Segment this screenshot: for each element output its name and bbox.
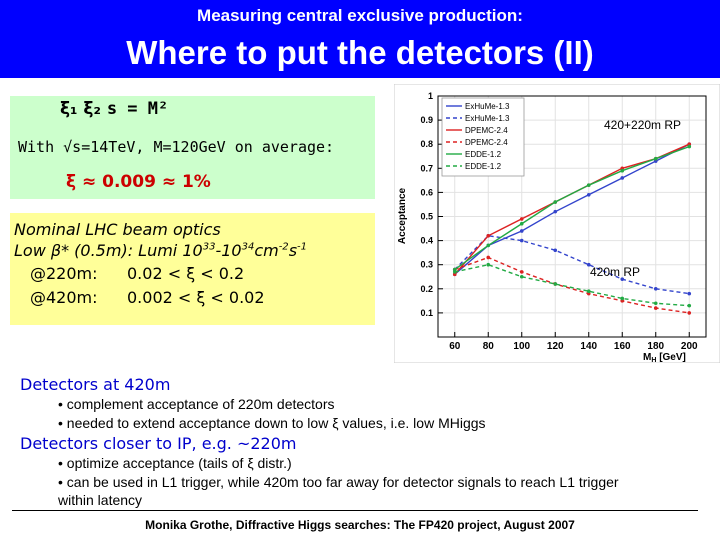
data-point-4-2 — [520, 222, 524, 226]
section-220m-heading: Detectors closer to IP, e.g. ~220m — [20, 434, 297, 453]
data-point-3-7 — [687, 311, 691, 315]
data-point-4-5 — [620, 169, 624, 173]
data-point-2-2 — [520, 217, 524, 221]
data-point-5-7 — [687, 304, 691, 308]
data-point-5-3 — [553, 282, 557, 286]
data-point-1-3 — [553, 248, 557, 252]
header-bar — [0, 0, 720, 78]
x-tick-label: 180 — [647, 341, 665, 352]
y-tick-label: 0.1 — [420, 307, 433, 318]
legend-label-4: EDDE-1.2 — [465, 150, 502, 159]
data-point-4-6 — [654, 157, 658, 161]
data-point-4-1 — [486, 244, 490, 248]
data-point-1-7 — [687, 292, 691, 296]
data-point-5-0 — [453, 270, 457, 274]
data-point-0-3 — [553, 210, 557, 214]
y-tick-label: 0.3 — [420, 259, 433, 270]
data-point-3-1 — [486, 256, 490, 260]
y-tick-label: 0.7 — [420, 163, 433, 174]
footer-rule — [12, 510, 698, 511]
x-tick-label: 160 — [613, 341, 631, 352]
data-point-3-6 — [654, 306, 658, 310]
x-tick-label: 140 — [580, 341, 598, 352]
optics-heading: Nominal LHC beam optics — [14, 220, 221, 239]
data-point-3-2 — [520, 270, 524, 274]
bullet-220m-3: within latency — [58, 492, 143, 508]
data-point-4-7 — [687, 145, 691, 149]
data-point-5-4 — [587, 289, 591, 293]
acceptance-chart — [394, 84, 720, 363]
row-220m-label: @220m: — [30, 264, 98, 283]
footer-credit: Monika Grothe, Diffractive Higgs searches: The FP420 project, August 2007 — [145, 518, 575, 532]
x-tick-label: 100 — [513, 341, 531, 352]
data-point-0-4 — [587, 193, 591, 197]
bullet-420m-1: • complement acceptance of 220m detectors — [58, 396, 335, 412]
luminosity-line: Low β* (0.5m): Lumi $10^{33}-10^{34}cm^{-2}s^{-1}$ — [14, 241, 308, 260]
legend-label-1: ExHuMe-1.3 — [465, 114, 510, 123]
formula-rest: s = M² — [106, 99, 169, 119]
section-420m-heading: Detectors at 420m — [20, 375, 171, 394]
row-420m-label: @420m: — [30, 288, 98, 307]
data-point-0-2 — [520, 229, 524, 233]
x-tick-label: 120 — [546, 341, 564, 352]
legend-label-5: EDDE-1.2 — [465, 162, 502, 171]
y-tick-label: 0.8 — [420, 139, 433, 150]
x-axis-label: $M_H$ [GeV] — [643, 352, 686, 363]
legend-label-2: DPEMC-2.4 — [465, 126, 508, 135]
slide-subtitle: Measuring central exclusive production: — [197, 6, 523, 25]
data-point-5-1 — [486, 263, 490, 267]
row-220m-value: 0.02 < ξ < 0.2 — [127, 264, 245, 283]
annotation-420m: 420m RP — [590, 265, 641, 279]
average-text: With √s=14TeV, M=120GeV on average: — [18, 138, 335, 156]
bullet-220m-1: • optimize acceptance (tails of ξ distr.) — [58, 455, 292, 471]
y-tick-label: 1 — [427, 91, 433, 101]
y-tick-label: 0.9 — [420, 115, 433, 126]
data-point-1-6 — [654, 287, 658, 291]
legend-label-3: DPEMC-2.4 — [465, 138, 508, 147]
row-420m-value: 0.002 < ξ < 0.02 — [127, 288, 265, 307]
chart-legend — [442, 98, 524, 176]
data-point-4-3 — [553, 200, 557, 204]
y-tick-label: 0.2 — [420, 283, 433, 294]
x-tick-label: 80 — [482, 341, 494, 352]
data-point-4-4 — [587, 183, 591, 187]
bullet-220m-2: • can be used in L1 trigger, while 420m too far away for detector signals to reach L1 trigger — [58, 474, 619, 490]
annotation-420-220m: 420+220m RP — [604, 118, 682, 132]
data-point-2-1 — [486, 234, 490, 238]
bullet-420m-2: • needed to extend acceptance down to low ξ values, i.e. low MHiggs — [58, 415, 486, 431]
x-tick-label: 200 — [680, 341, 698, 352]
slide-title: Where to put the detectors (II) — [126, 34, 594, 71]
data-point-1-2 — [520, 239, 524, 243]
xi-value: ξ ≈ 0.009 ≈ 1% — [66, 172, 211, 192]
formula-xi: ξ₁ ξ₂ — [60, 99, 101, 119]
data-point-5-5 — [620, 297, 624, 301]
y-tick-label: 0.5 — [420, 211, 433, 222]
data-point-5-2 — [520, 275, 524, 279]
y-tick-label: 0.6 — [420, 187, 433, 198]
data-point-0-5 — [620, 176, 624, 180]
xi-formula — [60, 99, 168, 119]
y-axis-label: Acceptance — [397, 187, 408, 245]
x-tick-label: 60 — [449, 341, 461, 352]
legend-label-0: ExHuMe-1.3 — [465, 102, 510, 111]
y-tick-label: 0.4 — [420, 235, 433, 246]
data-point-5-6 — [654, 301, 658, 305]
